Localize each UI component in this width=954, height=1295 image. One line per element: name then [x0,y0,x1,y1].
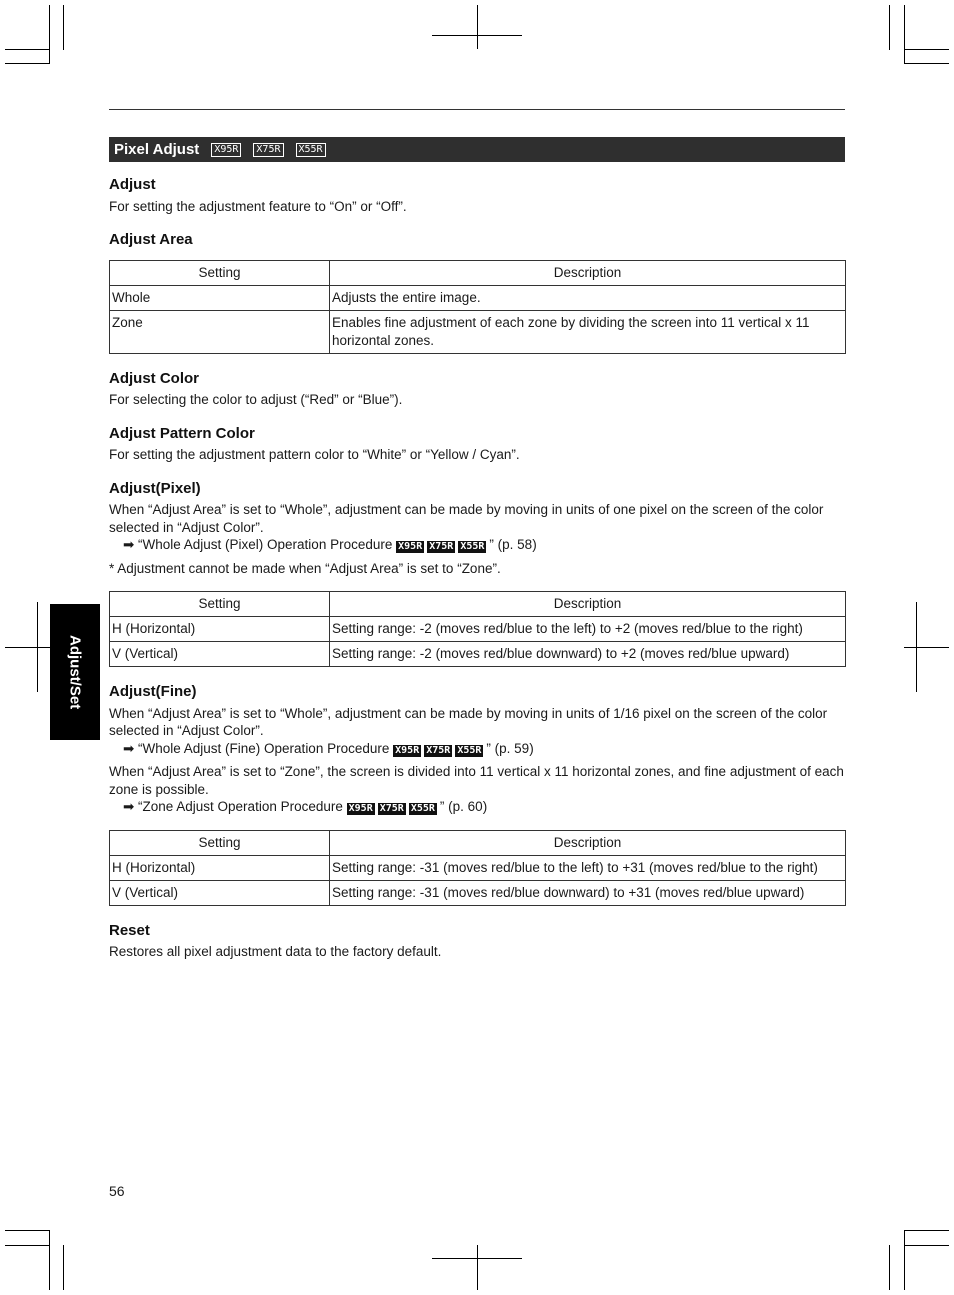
cross-reference[interactable] [123,740,846,758]
crop-mark [37,602,38,692]
crop-mark [5,49,50,50]
model-badge-x75r: X75R [426,744,451,756]
crop-mark [5,1245,50,1246]
table-header-cell: Setting [110,260,330,285]
crop-mark [5,1230,50,1231]
crop-mark [904,1245,949,1246]
model-badge-x55r: X55R [410,803,435,814]
ref-page: ” (p. 58) [489,537,537,552]
crop-mark [432,35,522,36]
table-cell: Adjusts the entire image. [330,285,846,310]
crop-mark [477,5,478,49]
crop-mark [63,1245,64,1290]
table-cell: Setting range: -2 (moves red/blue downward) to +2 (moves red/blue upward) [330,642,846,667]
crop-mark [904,1230,905,1290]
crop-mark [904,63,949,64]
table-cell: Zone [110,310,330,353]
side-tab [50,604,100,740]
ref-page: ” (p. 59) [486,740,534,756]
ref-text: “Whole Adjust (Pixel) Operation Procedure [138,537,393,552]
arrow-right-icon: ➡ [123,740,135,756]
side-tab-label: Adjust/Set [66,634,84,710]
heading-adjust-color: Adjust Color [109,369,199,387]
section-title: Pixel Adjust [114,141,200,158]
table-header-cell: Description [330,830,846,855]
arrow-right-icon: ➡ [123,537,135,552]
heading-reset: Reset [109,921,150,939]
table-cell: Whole [110,285,330,310]
adjust-text: For setting the adjustment feature to “On” or “Off”. [109,198,407,214]
model-badge-x55r: X55R [460,541,485,552]
table-header-row [110,260,846,285]
main-content [109,176,846,961]
adjust-pixel-table [109,591,846,667]
model-badge-x75r: X75R [253,143,283,157]
table-cell: Setting range: -31 (moves red/blue downward) to +31 (moves red/blue upward) [330,880,846,905]
crop-mark [477,1245,478,1290]
heading-adjust-pattern-color: Adjust Pattern Color [109,424,255,442]
model-badge-x75r: X75R [379,803,404,814]
table-row [110,310,846,353]
adjust-fine-zone-text: When “Adjust Area” is set to “Zone”, the screen is divided into 11 vertical x 11 horizontal zones, and fine adjustment of each zone is possible. [109,764,844,797]
heading-adjust: Adjust [109,176,156,193]
table-header-row [110,592,846,617]
table-row [110,617,846,642]
model-badge-x95r: X95R [395,744,420,756]
model-badge-x55r: X55R [457,744,482,756]
table-row [110,880,846,905]
section-header-bar [109,137,845,162]
table-row [110,855,846,880]
model-badge-x55r: X55R [296,143,326,157]
table-header-cell: Setting [110,592,330,617]
crop-mark [904,49,949,50]
table-row [110,642,846,667]
table-cell: V (Vertical) [110,642,330,667]
reset-text: Restores all pixel adjustment data to the factory default. [109,944,442,959]
arrow-right-icon: ➡ [123,799,135,814]
adjust-pixel-text: When “Adjust Area” is set to “Whole”, adjustment can be made by moving in units of one pixel on the screen of the color selected in “Adjust Color”. [109,502,824,535]
adjust-fine-text: When “Adjust Area” is set to “Whole”, adjustment can be made by moving in units of 1/16 pixel on the screen of the color selected in “Adjust Color”. [109,705,828,738]
crop-mark [904,647,949,648]
table-cell: Setting range: -2 (moves red/blue to the left) to +2 (moves red/blue to the right) [330,617,846,642]
heading-adjust-pixel: Adjust(Pixel) [109,479,201,497]
ref-text: “Whole Adjust (Fine) Operation Procedure [138,740,390,756]
model-badge-x95r: X95R [398,541,423,552]
crop-mark [916,602,917,692]
crop-mark [5,63,50,64]
table-cell: Enables fine adjustment of each zone by dividing the screen into 11 vertical x 11 horizontal zones. [330,310,846,353]
crop-mark [49,1230,50,1290]
crop-mark [904,5,905,63]
model-badge-x75r: X75R [429,541,454,552]
table-cell: Setting range: -31 (moves red/blue to the left) to +31 (moves red/blue to the right) [330,855,846,880]
table-header-row [110,830,846,855]
header-rule [109,109,845,110]
table-cell: H (Horizontal) [110,855,330,880]
cross-reference[interactable] [123,536,846,554]
note-text: * Adjustment cannot be made when “Adjust Area” is set to “Zone”. [109,560,501,576]
model-badge-x95r: X95R [348,803,373,814]
ref-page: ” (p. 60) [439,799,488,814]
crop-mark [889,1245,890,1290]
table-cell: V (Vertical) [110,880,330,905]
adjust-area-table [109,260,846,354]
table-header-cell: Description [330,260,846,285]
table-header-cell: Setting [110,830,330,855]
table-row [110,285,846,310]
table-header-cell: Description [330,592,846,617]
cross-reference[interactable] [123,798,846,816]
ref-text: “Zone Adjust Operation Procedure [138,799,343,814]
adjust-fine-table [109,830,846,906]
heading-adjust-area: Adjust Area [109,231,193,248]
page-number: 56 [109,1183,125,1199]
model-badge-x95r: X95R [211,143,241,157]
crop-mark [49,5,50,63]
crop-mark [5,647,50,648]
crop-mark [904,1230,949,1231]
table-cell: H (Horizontal) [110,617,330,642]
crop-mark [63,5,64,50]
crop-mark [432,1258,522,1259]
crop-mark [889,5,890,50]
adjust-pattern-color-text: For setting the adjustment pattern color to “White” or “Yellow / Cyan”. [109,447,520,462]
adjust-color-text: For selecting the color to adjust (“Red” or “Blue”). [109,392,403,407]
heading-adjust-fine: Adjust(Fine) [109,683,197,700]
